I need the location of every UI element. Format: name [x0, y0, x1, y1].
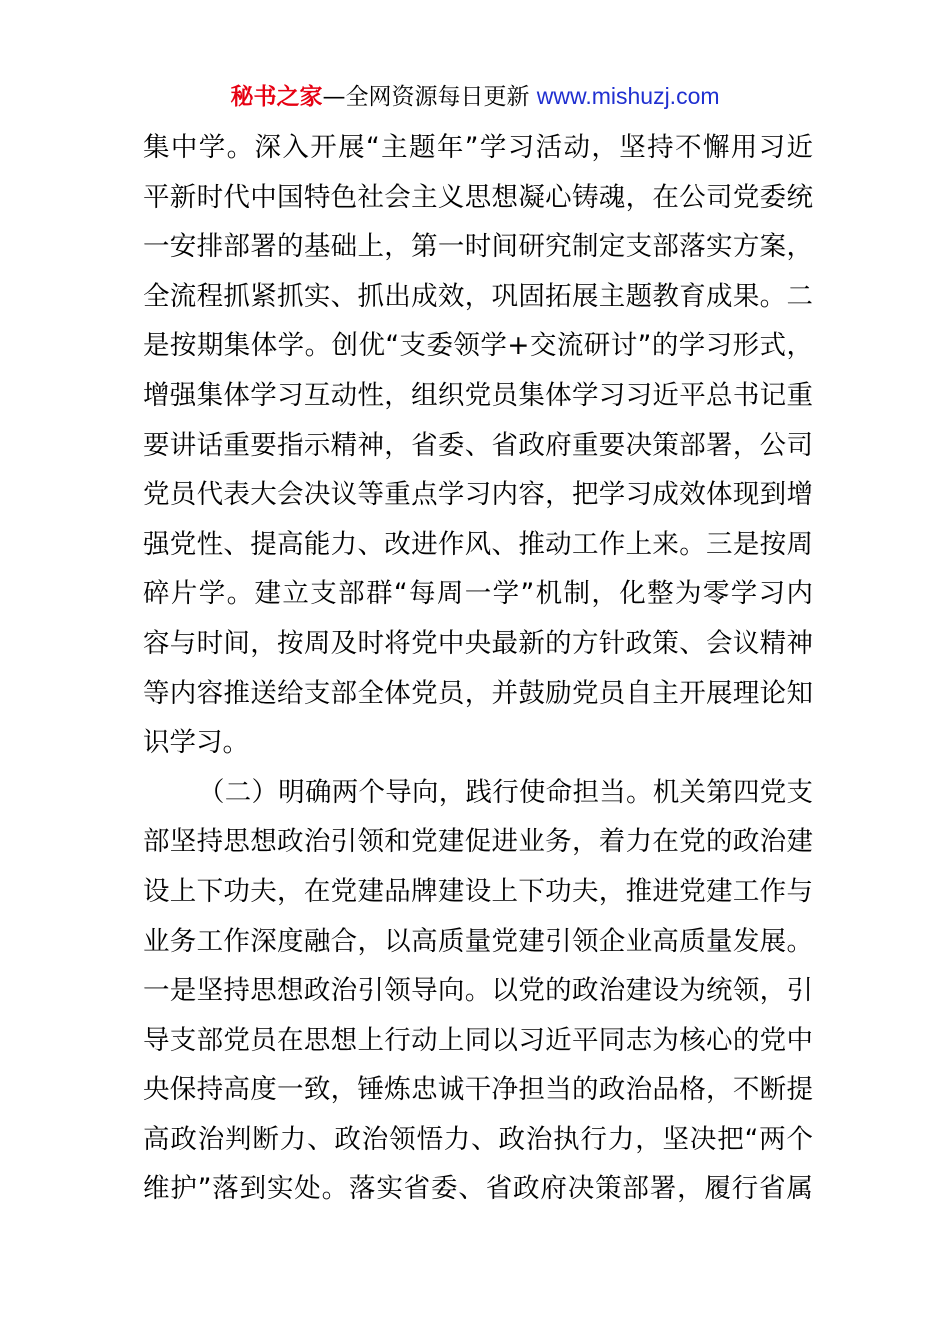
site-url-link[interactable]: www.mishuzj.com [536, 83, 720, 109]
text-line: 设上下功夫，在党建品牌建设上下功夫，推进党建工作与 [143, 875, 813, 907]
text-line: 维护”落到实处。落实省委、省政府决策部署，履行省属 [143, 1173, 813, 1205]
section-heading-line: （二）明确两个导向，践行使命担当。机关第四党支 [198, 776, 813, 808]
site-brand: 秘书之家 [230, 84, 323, 110]
text-line: 央保持高度一致，锤炼忠诚干净担当的政治品格，不断提 [143, 1074, 813, 1106]
text-line: 增强集体学习互动性，组织党员集体学习习近平总书记重 [143, 379, 813, 411]
text-line: 强党性、提高能力、改进作风、推动工作上来。三是按周 [143, 528, 813, 560]
text-line: 是按期集体学。创优“支委领学+交流研讨”的学习形式， [143, 330, 813, 362]
site-tagline: —全网资源每日更新 [322, 84, 537, 110]
text-line: 等内容推送给支部全体党员，并鼓励党员自主开展理论知 [143, 677, 813, 709]
text-line: 全流程抓紧抓实、抓出成效，巩固拓展主题教育成果。二 [143, 280, 813, 312]
text-line: 碎片学。建立支部群“每周一学”机制，化整为零学习内 [143, 578, 813, 610]
site-header [0, 80, 950, 113]
text-line: 党员代表大会决议等重点学习内容，把学习成效体现到增 [143, 479, 813, 511]
text-line: 一是坚持思想政治引领导向。以党的政治建设为统领，引 [143, 975, 813, 1007]
text-line: 一安排部署的基础上，第一时间研究制定支部落实方案， [143, 231, 813, 263]
text-line: 要讲话重要指示精神，省委、省政府重要决策部署，公司 [143, 429, 813, 461]
text-line: 导支部党员在思想上行动上同以习近平同志为核心的党中 [143, 1024, 813, 1056]
text-line: 高政治判断力、政治领悟力、政治执行力，坚决把“两个 [143, 1123, 813, 1155]
text-line: 部坚持思想政治引领和党建促进业务，着力在党的政治建 [143, 826, 813, 858]
text-line: 容与时间，按周及时将党中央最新的方针政策、会议精神 [143, 627, 813, 659]
document-body [143, 123, 813, 1214]
text-line: 集中学。深入开展“主题年”学习活动，坚持不懈用习近 [143, 132, 813, 163]
paragraph-end-line: 识学习。 [143, 727, 249, 759]
text-line: 业务工作深度融合，以高质量党建引领企业高质量发展。 [143, 925, 813, 957]
text-line: 平新时代中国特色社会主义思想凝心铸魂，在公司党委统 [143, 181, 813, 213]
